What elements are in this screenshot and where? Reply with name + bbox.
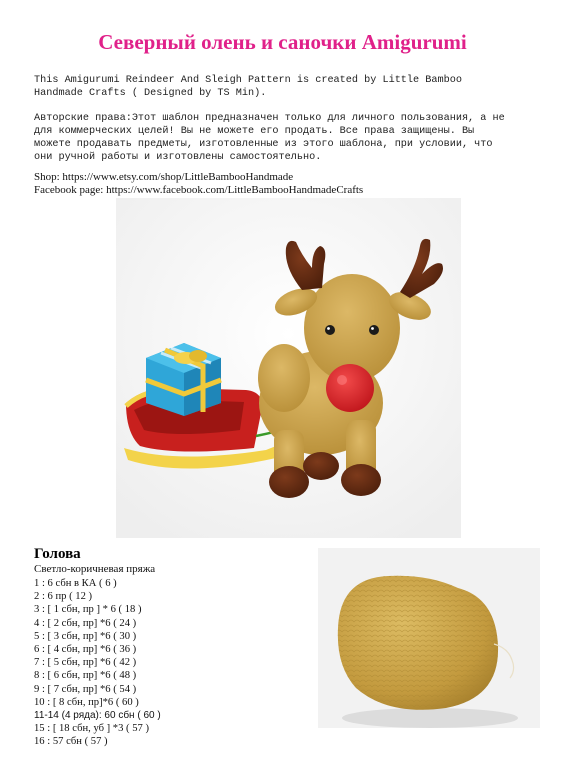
intro-text: This Amigurumi Reindeer And Sleigh Pattern is created by Little Bamboo Handmade Crafts ( Designed by TS Min). — [34, 75, 462, 99]
pattern-row: 9 : [ 7 сбн, пр] *6 ( 54 ) — [34, 683, 137, 695]
pattern-row: 4 : [ 2 сбн, пр] *6 ( 24 ) — [34, 617, 137, 629]
pattern-row: 15 : [ 18 сбн, уб ] *3 ( 57 ) — [34, 723, 150, 735]
links-block — [34, 171, 539, 197]
pattern-row: 16 : 57 сбн ( 57 ) — [34, 736, 108, 748]
pattern-row: 2 : 6 пр ( 12 ) — [34, 591, 93, 603]
reindeer-and-sleigh-photo — [116, 198, 461, 538]
pattern-row: 8 : [ 6 сбн, пр] *6 ( 48 ) — [34, 670, 137, 682]
crocheted-head-photo — [318, 548, 540, 728]
pattern-row: 5 : [ 3 сбн, пр] *6 ( 30 ) — [34, 630, 137, 642]
section-title: Голова — [34, 546, 81, 562]
pattern-row: 7 : [ 5 сбн, пр] *6 ( 42 ) — [34, 657, 137, 669]
yarn-color: Светло-коричневая пряжа — [34, 563, 156, 575]
pattern-row: 6 : [ 4 сбн, пр] *6 ( 36 ) — [34, 644, 137, 656]
reindeer-illustration — [116, 198, 461, 538]
head-piece — [338, 576, 498, 710]
pattern-row: 11-14 (4 ряда): 60 сбн ( 60 ) — [34, 710, 161, 722]
facebook-link[interactable]: Facebook page: https://www.facebook.com/LittleBambooHandmadeCrafts — [34, 184, 364, 196]
page-title: Северный олень и саночки Amigurumi — [98, 30, 467, 54]
pattern-row: 3 : [ 1 сбн, пр ] * 6 ( 18 ) — [34, 604, 142, 616]
copyright-text: Авторские права:Этот шаблон предназначен только для личного пользования, а не для коммерческих целей! Вы не можете его продать. Все права защищены. Вы можете продавать предметы, изготовленные из этого шаблона, при условии, что они ручной работы и изготовлены самостоятельно. — [34, 113, 505, 163]
head-illustration — [318, 548, 540, 728]
shop-link[interactable]: Shop: https://www.etsy.com/shop/LittleBambooHandmade — [34, 171, 294, 183]
pattern-row: 1 : 6 сбн в КА ( 6 ) — [34, 578, 117, 589]
pattern-row: 10 : [ 8 сбн, пр]*6 ( 60 ) — [34, 696, 139, 708]
pattern-rows — [34, 577, 161, 749]
gift-box — [146, 343, 221, 416]
